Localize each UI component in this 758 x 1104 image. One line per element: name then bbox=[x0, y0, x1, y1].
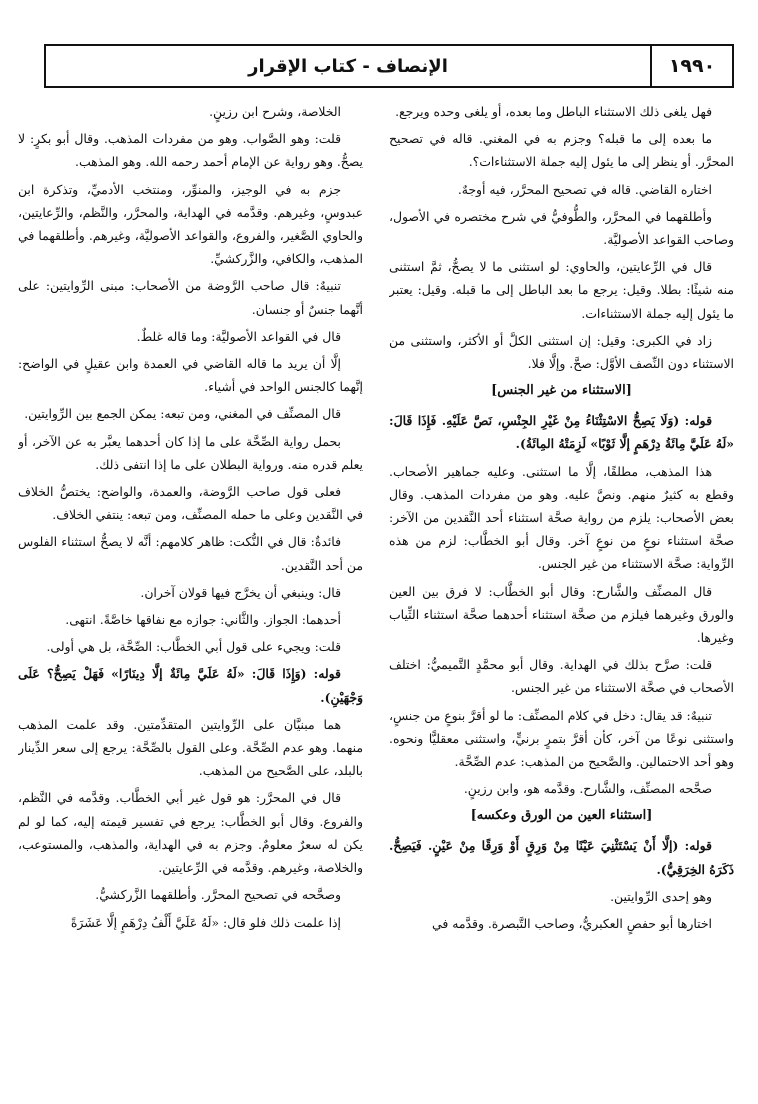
paragraph: إلَّا أن يريد ما قاله القاضي في العمدة وابن عقيلٍ في الواضح: إنَّهما كالجنس الواحد في أشياء. bbox=[18, 356, 363, 395]
right-column bbox=[389, 100, 734, 1090]
left-column bbox=[18, 100, 363, 1090]
paragraph: فائدةٌ: قال في النُّكت: ظاهر كلامهم: أنَّه لا يصحُّ استثناء الفلوس من أحد النَّقدين. bbox=[18, 534, 363, 573]
paragraph: جزم به في الوجيز، والمنوِّر، ومنتخب الأدميِّ، وتذكرة ابن عبدوسٍ، وغيرهم. وقدَّمه في الهداية، والمحرَّر، والنَّظم، والرِّعايتين، والحاوي الصَّغير، والفروع، والقواعد الأصوليَّة، وغيرهم. وأطلقهما في المذهب، والكافي، والزَّركشيِّ. bbox=[18, 181, 363, 267]
paragraph: أحدهما: الجواز. والثَّاني: جوازه مع نفاقها خاصَّةً. انتهى. bbox=[65, 612, 341, 628]
section-heading: [استثناء العين من الورق وعكسه] bbox=[470, 808, 653, 824]
quoted-passage: قوله: (وَلَا يَصِحُّ الاسْتِثْنَاءُ مِنْ غَيْرِ الجِنْسِ، نَصَّ عَلَيْهِ. فَإِذَا قَالَ: «لَهُ عَلَيَّ مِائَةُ دِرْهَمٍ إلَّا ثَوْبًا» لَزِمَتْهُ المِائَةُ). bbox=[389, 413, 734, 452]
paragraph: وهو إحدى الرِّوايتين. bbox=[610, 888, 712, 904]
page-header bbox=[44, 44, 734, 88]
paragraph: تنبيهٌ: قد يقال: دخل في كلام المصنِّف: ما لو أقرَّ بنوعٍ من جنسٍ، واستثنى نوعًا من آخر، كأن أقرَّ بتمرٍ برنيٍّ، واستثنى معقليًّا ونحوه. وهو أحد الاحتمالين. والصَّحيح من المذهب: عدم الصِّحَّة. bbox=[389, 707, 734, 770]
paragraph: قال في الرِّعايتين، والحاوي: لو استثنى ما لا يصحُّ، ثمَّ استثنى منه شيئًا: بطلا. وقيل: يرجع ما بعد الباطل إلى ما قبله. وقيل: يعتبر ما يئول إليه جملة الاستثناءات. bbox=[389, 259, 734, 321]
paragraph: وأطلقهما في المحرَّر، والطُّوفيُّ في شرح مختصره في الأصول، وصاحب القواعد الأصوليَّة. bbox=[389, 208, 734, 248]
page-number: ١٩٩٠ bbox=[650, 46, 732, 86]
paragraph: إذا علمت ذلك فلو قال: «لَهُ عَلَيَّ أَلْفُ دِرْهَمٍ إلَّا عَشَرَةً bbox=[70, 914, 341, 930]
paragraph: الخلاصة، وشرح ابن رزينٍ. bbox=[209, 104, 341, 119]
paragraph: قال المصنِّف والشَّارح: وقال أبو الخطَّاب: لا فرق بين العين والورق وغيرهما فيلزم من صحَّة استثناء أحدهما صحَّة استثناء الثِّياب وغيرها. bbox=[389, 583, 734, 646]
paragraph: تنبيهٌ: قال صاحب الرَّوضة من الأصحاب: مبنى الرِّوايتين: على أنَّهما جنسٌ أو جنسان. bbox=[18, 278, 363, 317]
paragraph: قلت: وهو الصَّواب. وهو من مفردات المذهب. وقال أبو بكرٍ: لا يصحُّ. وهو رواية عن الإمام أحمد رحمه الله. وهو المذهب. bbox=[18, 131, 363, 170]
paragraph: بحمل رواية الصِّحَّة على ما إذا كان أحدهما يعبَّر به عن الآخر، أو يعلم قدره منه. ورواية البطلان على ما إذا انتفى ذلك. bbox=[18, 433, 363, 472]
paragraph: هما مبنيَّان على الرِّوايتين المتقدِّمتين. وقد علمت المذهب منهما. وهو عدم الصِّحَّة. وعلى القول بالصِّحَّة: يرجع إلى سعر الدِّينار بالبلد، على الصَّحيح من المذهب. bbox=[18, 716, 363, 779]
paragraph: صحَّحه المصنِّف، والشَّارح. وقدَّمه هو، وابن رزينٍ. bbox=[463, 781, 712, 797]
paragraph: قال في القواعد الأصوليَّة: وما قاله غلطٌ. bbox=[136, 328, 341, 344]
paragraph: اختارها أبو حفصٍ العكبريُّ، وصاحب التَّبصرة. وقدَّمه في bbox=[432, 916, 712, 932]
paragraph: قلت: صرَّح بذلك في الهداية. وقال أبو محمَّدٍ التَّميميُّ: اختلف الأصحاب في صحَّة الاستثناء من غير الجنس. bbox=[389, 657, 734, 696]
paragraph: ما بعده إلى ما قبله؟ وجزم به في المغني. قاله في تصحيح المحرَّر. أو ينظر إلى ما يئول إليه جملة الاستثناءات؟. bbox=[389, 131, 734, 170]
paragraph: قال في المحرَّر: هو قول غير أبي الخطَّاب. وقدَّمه في النَّظم، والفروع. وقال أبو الخطَّاب: يرجع في تفسير قيمته إليه، كما لو لم يكن له سعرٌ معلومٌ. وجزم به في الهداية، والمذهب، والمستوعب، والخلاصة، وغيرهم. وقدَّمه في الرِّعايتين. bbox=[18, 790, 363, 876]
paragraph: قال المصنِّف في المغني، ومن تبعه: يمكن الجمع بين الرِّوايتين. bbox=[24, 406, 341, 422]
paragraph: فهل يلغى ذلك الاستثناء الباطل وما بعده، أو يلغى وحده ويرجع. bbox=[395, 104, 712, 119]
paragraph: قال: وينبغي أن يخرَّج فيها قولان آخران. bbox=[140, 584, 341, 600]
text-columns bbox=[18, 100, 734, 1090]
quoted-passage: قوله: (إلَّا أَنْ يَسْتَثْنِيَ عَيْنًا مِنْ وَرِقٍ أَوْ وَرِقًا مِنْ عَيْنٍ. فَيَصِحُّ. ذَكَرَهُ الخِرَقِيُّ). bbox=[389, 838, 734, 877]
paragraph: قلت: ويجيء على قول أبي الخطَّاب: الصِّحَّة، بل هي أولى. bbox=[46, 639, 341, 655]
paragraph: وصحَّحه في تصحيح المحرَّر. وأطلقهما الزَّركشيُّ. bbox=[95, 887, 341, 903]
section-heading: [الاستثناء من غير الجنس] bbox=[491, 383, 632, 399]
running-title: الإنصاف - كتاب الإقرار bbox=[248, 55, 448, 77]
quoted-passage: قوله: (وَإِذَا قَالَ: «لَهُ عَلَيَّ مِائَةٌ إلَّا دِينَارًا» فَهَلْ يَصِحُّ؟ عَلَى وَجْهَيْنِ). bbox=[18, 666, 363, 705]
paragraph: هذا المذهب، مطلقًا، إلَّا ما استثنى. وعليه جماهير الأصحاب. وقطع به كثيرٌ منهم. ونصَّ عليه. وهو من مفردات المذهب. وقال بعض الأصحاب: يلزم من رواية صحَّة استثناء أحد النَّقدين من الآخر: صحَّة استثناء نوعٍ من نوعٍ آخر. وقال أبو الخطَّاب: لزم من هذه الرِّواية: صحَّة الاستثناء من غير الجنس. bbox=[389, 463, 734, 572]
paragraph: زاد في الكبرى: وقيل: إن استثنى الكلَّ أو الأكثر، واستثنى من الاستثناء دون النِّصف الأوَّل: صحَّ. وإلَّا فلا. bbox=[389, 332, 734, 372]
paragraph: فعلى قول صاحب الرَّوضة، والعمدة، والواضح: يختصُّ الخلاف في النَّقدين وعلى ما حمله المصنِّف، ومن تبعه: ينتفي الخلاف. bbox=[18, 484, 363, 523]
paragraph: اختاره القاضي. قاله في تصحيح المحرَّر، فيه أوجهٌ. bbox=[457, 181, 712, 197]
